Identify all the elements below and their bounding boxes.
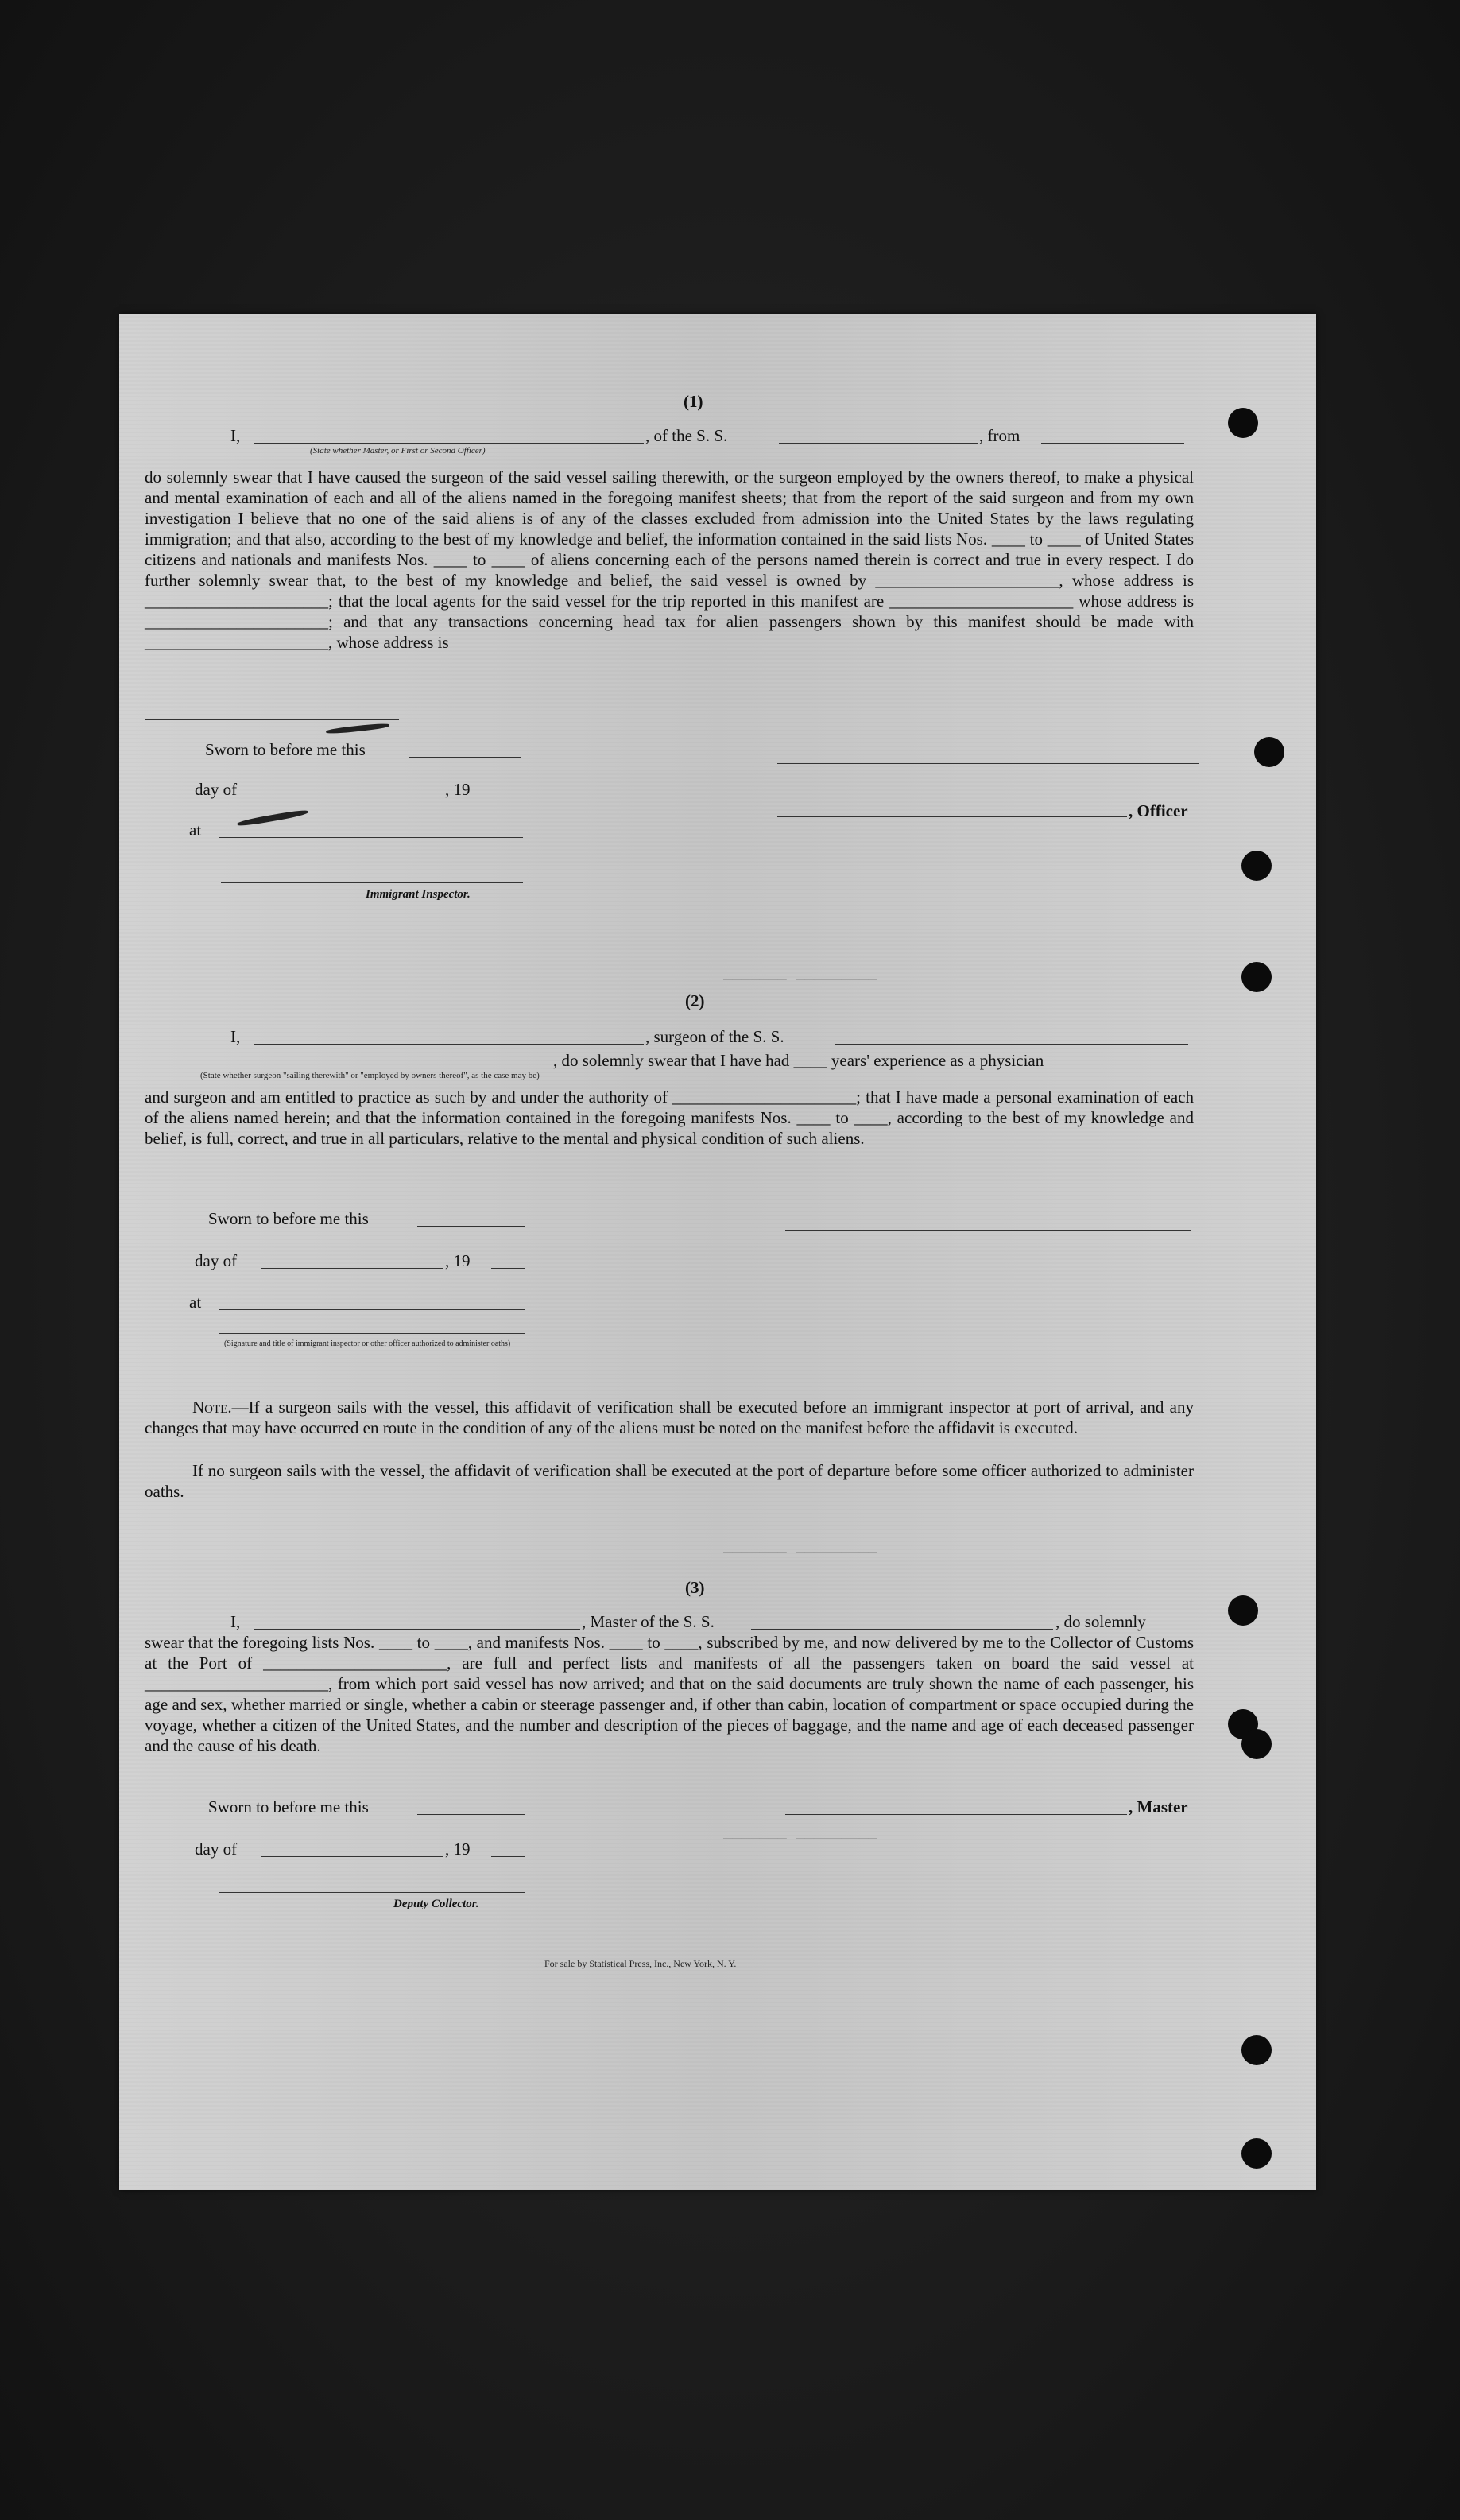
note-heading: Note. [192,1398,232,1417]
note-text-1: —If a surgeon sails with the vessel, this affidavit of verification shall be executed before an immigrant inspector at port of arrival, and any changes that may have occurred en route in the condition of any of the aliens must be noted on the manifest before the affidavit is executed. [145,1398,1194,1437]
bleed-through-text: _________________ ________ _______ [262,360,571,378]
note-paragraph-1 [145,1397,1194,1438]
s1-sworn-line [409,757,521,758]
binder-hole [1241,2035,1272,2065]
s2-sig-caption: (Signature and title of immigrant inspector or other officer authorized to administer oaths) [224,1339,511,1348]
footer-imprint: For sale by Statistical Press, Inc., New York, N. Y. [544,1958,737,1969]
s2-i: I, [230,1027,241,1046]
s1-officer: , Officer [1129,801,1188,820]
s2-surgeon-of-ss: , surgeon of the S. S. [645,1027,784,1046]
s1-year: , 19 [445,780,471,799]
s2-day-of: day of [195,1251,238,1270]
s1-sworn: Sworn to before me this [205,740,366,759]
s3-year: , 19 [445,1840,471,1859]
s3-vessel-line [751,1629,1053,1630]
section-3-number: (3) [685,1578,705,1597]
s1-inspector-line [221,882,523,883]
s2-vessel-line [835,1044,1188,1045]
s2-year-line [491,1268,525,1269]
binder-hole [1254,737,1284,767]
bleed-through-text: _______ _________ [723,1824,877,1842]
s2-signature-line [219,1333,525,1334]
s3-year-line [491,1856,525,1857]
ink-smudge [237,808,308,828]
s3-day-of: day of [195,1840,238,1859]
bleed-through-text: _______ _________ [723,1260,877,1277]
s1-officer-name-line [254,443,644,444]
s3-master-of-ss: , Master of the S. S. [582,1612,715,1631]
s3-day-line [261,1856,443,1857]
binder-hole [1241,962,1272,992]
s1-i: I, [230,426,241,445]
bleed-through-text: _______ _________ [723,1538,877,1556]
s2-at-line [219,1309,525,1310]
s2-sworn: Sworn to before me this [208,1209,369,1228]
s1-vessel-line [779,443,978,444]
s2-right-signature-line [785,1230,1191,1231]
s3-master-signature-line [785,1814,1127,1815]
s3-master-name-line [254,1629,580,1630]
note-text-2: If no surgeon sails with the vessel, the affidavit of verification shall be executed at the port of departure before some officer authorized to administer oaths. [145,1461,1194,1501]
s1-at-line [219,837,523,838]
ink-smudge [326,723,389,735]
s3-i: I, [230,1612,241,1631]
s3-body: swear that the foregoing lists Nos. ____ to ____, and manifests Nos. ____ to ____, subscribed by me, and now delivered by me to the Collector of Customs at the Port of ______________________, are full and perfect lists and manifests of all the passengers taken on board the said vessel at ______________________, from which port said vessel has now arrived; and that on the said documents are truly shown the name of each passenger, his age and sex, whether married or single, whether a cabin or steerage passenger and, if other than cabin, location of compartment or space occupied during the voyage, whether a citizen of the United States, and the number and description of the pieces of baggage, and the name and age of each deceased passenger and the cause of his death. [145,1633,1194,1755]
manifest-affidavit-page [119,314,1316,2190]
s3-sworn-line [417,1814,525,1815]
binder-hole [1241,2138,1272,2169]
s1-inspector-caption: Immigrant Inspector. [366,888,471,901]
s1-of-ss: , of the S. S. [645,426,728,445]
s1-from-line [1041,443,1184,444]
s1-caption: (State whether Master, or First or Second Officer) [310,446,486,456]
s2-body: and surgeon and am entitled to practice as such by and under the authority of ______________________; that I have made a personal examination of each of the aliens named herein; and that the information contained in the foregoing manifests Nos. ____ to ____, according to the best of my knowledge and belief, is full, correct, and true in all particulars, relative to the mental and physical condition of such aliens. [145,1087,1194,1148]
section-2-number: (2) [685,991,705,1010]
s2-surgeon-name-line [254,1044,644,1045]
s1-officer-signature-line-b [777,816,1127,817]
section-1-number: (1) [684,392,703,411]
s1-officer-signature-line-a [777,763,1199,764]
s1-body: do solemnly swear that I have caused the surgeon of the said vessel sailing therewith, or the surgeon employed by the owners thereof, to make a physical and mental examination of each and all of the aliens named in the foregoing manifest sheets; that from the report of the said surgeon and from my own investigation I believe that no one of the said aliens is of any of the classes excluded from admission into the United States by the laws regulating immigration; and that also, according to the best of my knowledge and belief, the information contained in the said lists Nos. ____ to ____ of United States citizens and nationals and manifests Nos. ____ to ____ of aliens concerning each of the persons named therein is correct and true in every respect. I do further solemnly swear that, to the best of my knowledge and belief, the said vessel is owned by ______________________, whose address is ______________________; that the local agents for the said vessel for the trip reported in this manifest are ______________________ whose address is ______________________; and that any transactions concerning head tax for alien passengers shown by this manifest should be made with ______________________, whose address is [145,467,1194,652]
s2-year: , 19 [445,1251,471,1270]
binder-hole [1228,408,1258,438]
s2-line2: , do solemnly swear that I have had ____ years' experience as a physician [553,1051,1044,1070]
s3-sworn: Sworn to before me this [208,1797,369,1816]
s2-day-line [261,1268,443,1269]
s2-at: at [189,1293,202,1312]
bleed-through-text: _______ _________ [723,966,877,983]
s3-do-solemnly: , do solemnly [1055,1612,1146,1631]
s2-sworn-line [417,1226,525,1227]
s1-address-line [145,719,399,720]
s1-at: at [189,820,202,839]
s1-from: , from [979,426,1020,445]
binder-hole [1228,1595,1258,1626]
s3-deputy-line [219,1892,525,1893]
binder-hole [1241,1729,1272,1759]
s1-day-of: day of [195,780,238,799]
s2-caption: (State whether surgeon "sailing therewith" or "employed by owners thereof", as the case may be) [200,1071,540,1080]
binder-hole [1241,851,1272,881]
s3-master: , Master [1129,1797,1188,1816]
s3-deputy-caption: Deputy Collector. [393,1898,479,1910]
